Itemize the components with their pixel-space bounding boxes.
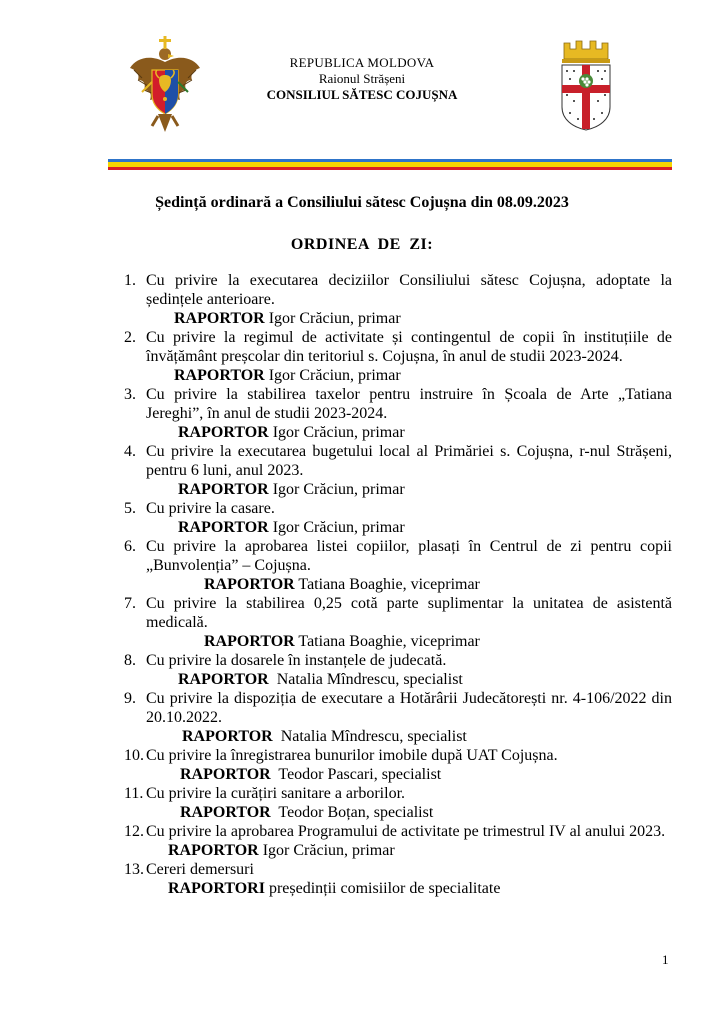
item-reporter: RAPORTOR Igor Crăciun, primar <box>168 842 395 859</box>
agenda-item <box>124 689 672 746</box>
agenda-item <box>124 746 672 784</box>
item-text: Cu privire la executarea bugetului local al Primăriei s. Cojușna, r-nul Strășeni, pentru 6 luni, anul 2023. <box>146 443 672 479</box>
item-number: 4. <box>124 443 136 460</box>
item-text: Cu privire la dispoziția de executare a Hotărârii Judecătorești nr. 4-106/2022 din 20.10.2022. <box>146 690 672 726</box>
item-reporter: RAPORTOR Natalia Mîndrescu, specialist <box>182 728 467 745</box>
agenda-item <box>124 594 672 651</box>
item-number: 1. <box>124 272 136 289</box>
page-number: 1 <box>662 952 669 967</box>
item-text: Cu privire la stabilirea taxelor pentru instruire în Școala de Arte „Tatiana Jereghi”, în anul de studii 2023-2024. <box>146 386 672 422</box>
item-number: 5. <box>124 500 136 517</box>
flag-stripe-red <box>108 167 672 170</box>
institution-heading <box>0 55 724 103</box>
agenda-item <box>124 385 672 442</box>
item-reporter: RAPORTOR Igor Crăciun, primar <box>178 424 405 441</box>
item-number: 13. <box>124 861 144 878</box>
agenda-item <box>124 784 672 822</box>
session-title: Ședință ordinară a Consiliului sătesc Cojușna din 08.09.2023 <box>155 194 569 211</box>
item-reporter: RAPORTOR Teodor Boțan, specialist <box>180 804 434 821</box>
item-number: 3. <box>124 386 136 403</box>
agenda-item <box>124 499 672 537</box>
item-reporter: RAPORTOR Teodor Pascari, specialist <box>180 766 442 783</box>
item-number: 6. <box>124 538 136 555</box>
document-header <box>0 0 724 170</box>
item-number: 8. <box>124 652 136 669</box>
agenda-item <box>124 537 672 594</box>
agenda-list <box>124 271 672 898</box>
agenda-item <box>124 271 672 328</box>
agenda-item <box>124 860 672 898</box>
item-text: Cu privire la executarea deciziilor Consiliului sătesc Cojușna, adoptate la ședințele anterioare. <box>146 272 672 308</box>
item-reporter: RAPORTOR Natalia Mîndrescu, specialist <box>178 671 463 688</box>
item-text: Cu privire la casare. <box>146 500 275 517</box>
council-name: CONSILIUL SĂTESC COJUȘNA <box>266 87 458 102</box>
item-text: Cereri demersuri <box>146 861 254 878</box>
item-text: Cu privire la regimul de activitate și contingentul de copii în instituțiile de învățământ preșcolar din teritoriul s. Cojușna, în anul de studii 2023-2024. <box>146 329 672 365</box>
district-name: Raionul Strășeni <box>318 71 406 86</box>
item-number: 11. <box>124 785 144 802</box>
item-text: Cu privire la stabilirea 0,25 cotă parte suplimentar la unitatea de asistentă medicală. <box>146 595 672 631</box>
country-name: REPUBLICA MOLDOVA <box>289 55 435 70</box>
village-coat-of-arms-icon <box>560 37 612 131</box>
item-number: 10. <box>124 747 144 764</box>
item-number: 12. <box>124 823 144 840</box>
agenda-item <box>124 328 672 385</box>
agenda-item <box>124 651 672 689</box>
item-reporter: RAPORTOR Igor Crăciun, primar <box>174 367 401 384</box>
item-number: 2. <box>124 329 136 346</box>
item-text: Cu privire la dosarele în instanțele de judecată. <box>146 652 447 669</box>
item-reporter: RAPORTOR Tatiana Boaghie, viceprimar <box>204 576 480 593</box>
agenda-title: ORDINEA DE ZI: <box>290 236 434 253</box>
item-reporter: RAPORTOR Igor Crăciun, primar <box>178 519 405 536</box>
item-reporter: RAPORTORI președinții comisiilor de specialitate <box>168 880 501 897</box>
item-text: Cu privire la curățiri sanitare a arborilor. <box>146 785 406 802</box>
item-reporter: RAPORTOR Igor Crăciun, primar <box>174 310 401 327</box>
item-text: Cu privire la înregistrarea bunurilor imobile după UAT Cojușna. <box>146 747 558 764</box>
item-text: Cu privire la aprobarea listei copiilor, plasați în Centrul de zi pentru copii „Bunvolenția” – Cojușna. <box>146 538 672 574</box>
item-number: 9. <box>124 690 136 707</box>
item-number: 7. <box>124 595 136 612</box>
agenda-item <box>124 822 672 860</box>
item-reporter: RAPORTOR Igor Crăciun, primar <box>178 481 405 498</box>
agenda-item <box>124 442 672 499</box>
item-text: Cu privire la aprobarea Programului de activitate pe trimestrul IV al anului 2023. <box>146 823 666 840</box>
item-reporter: RAPORTOR Tatiana Boaghie, viceprimar <box>204 633 480 650</box>
